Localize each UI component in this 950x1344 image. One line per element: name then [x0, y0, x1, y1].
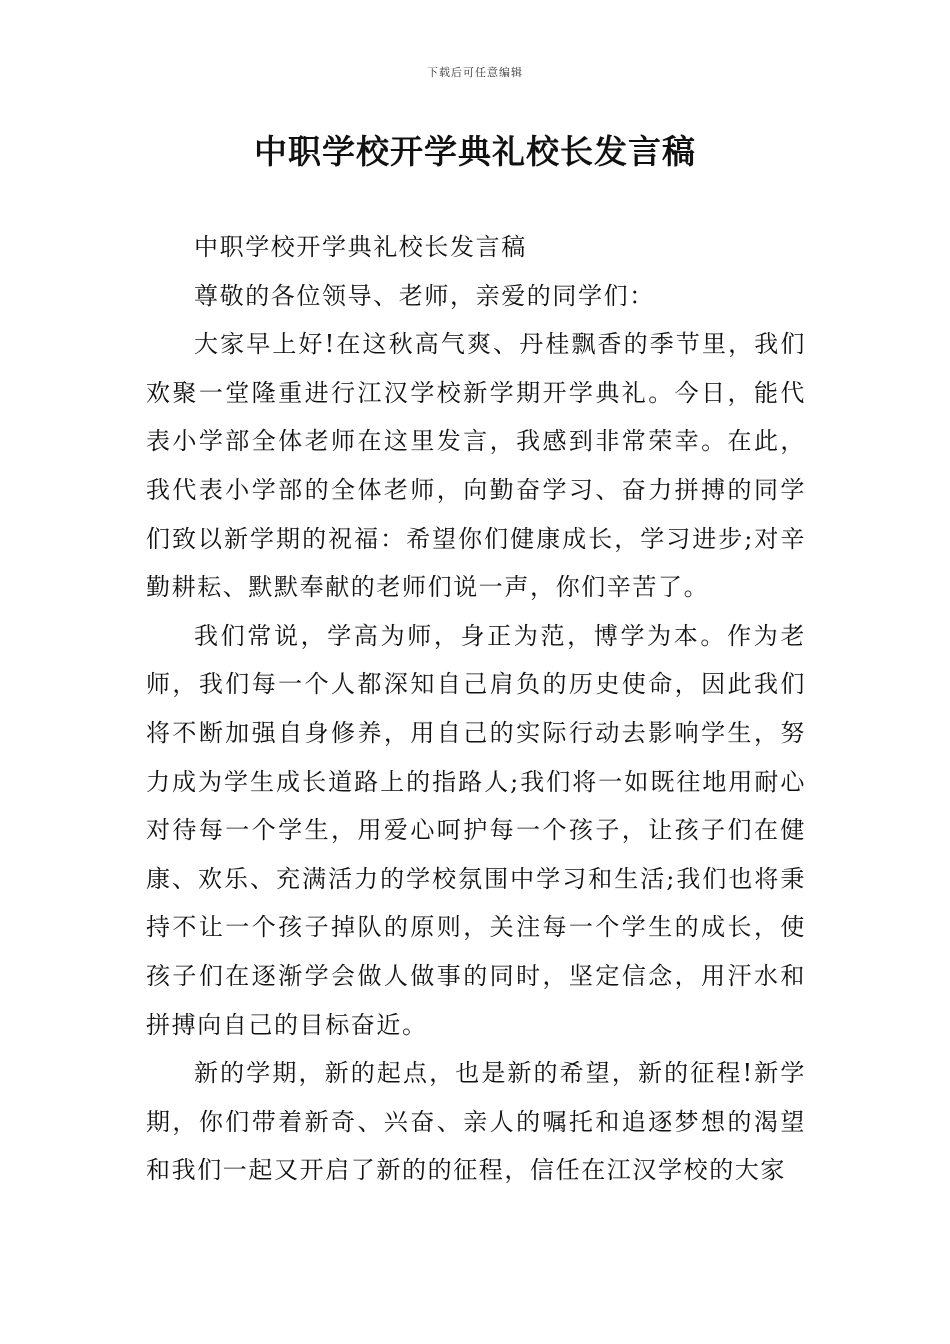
paragraph-new-term: 新的学期，新的起点，也是新的希望，新的征程!新学期，你们带着新奇、兴奋、亲人的嘱托和追逐梦想的渴望和我们一起又开启了新的的征程，信任在江汉学校的大家 [146, 1059, 806, 1185]
paragraph-subtitle: 中职学校开学典礼校长发言稿 [194, 233, 527, 261]
paragraph-greeting: 大家早上好!在这秋高气爽、丹桂飘香的季节里，我们欢聚一堂隆重进行江汉学校新学期开学典礼。今日，能代表小学部全体老师在这里发言，我感到非常荣幸。在此，我代表小学部的全体老师，向勤奋学习、奋力拼搏的同学们致以新学期的祝福：希望你们健康成长，学习进步;对辛勤耕耘、默默奉献的老师们说一声，你们辛苦了。 [146, 330, 806, 602]
header-note: 下载后可任意编辑 [427, 66, 523, 79]
document-title: 中职学校开学典礼校长发言稿 [254, 132, 696, 171]
paragraph-teachers-mission: 我们常说，学高为师，身正为范，博学为本。作为老师，我们每一个人都深知自己肩负的历史使命，因此我们将不断加强自身修养，用自己的实际行动去影响学生，努力成为学生成长道路上的指路人;我们将一如既往地用耐心对待每一个学生，用爱心呵护每一个孩子，让孩子们在健康、欢乐、充满活力的学校氛围中学习和生活;我们也将秉持不让一个孩子掉队的原则，关注每一个学生的成长，使孩子们在逐渐学会做人做事的同时，坚定信念，用汗水和拼搏向自己的目标奋近。 [146, 621, 806, 1039]
document-body [146, 223, 806, 1195]
paragraph-salutation: 尊敬的各位领导、老师，亲爱的同学们： [194, 281, 655, 310]
